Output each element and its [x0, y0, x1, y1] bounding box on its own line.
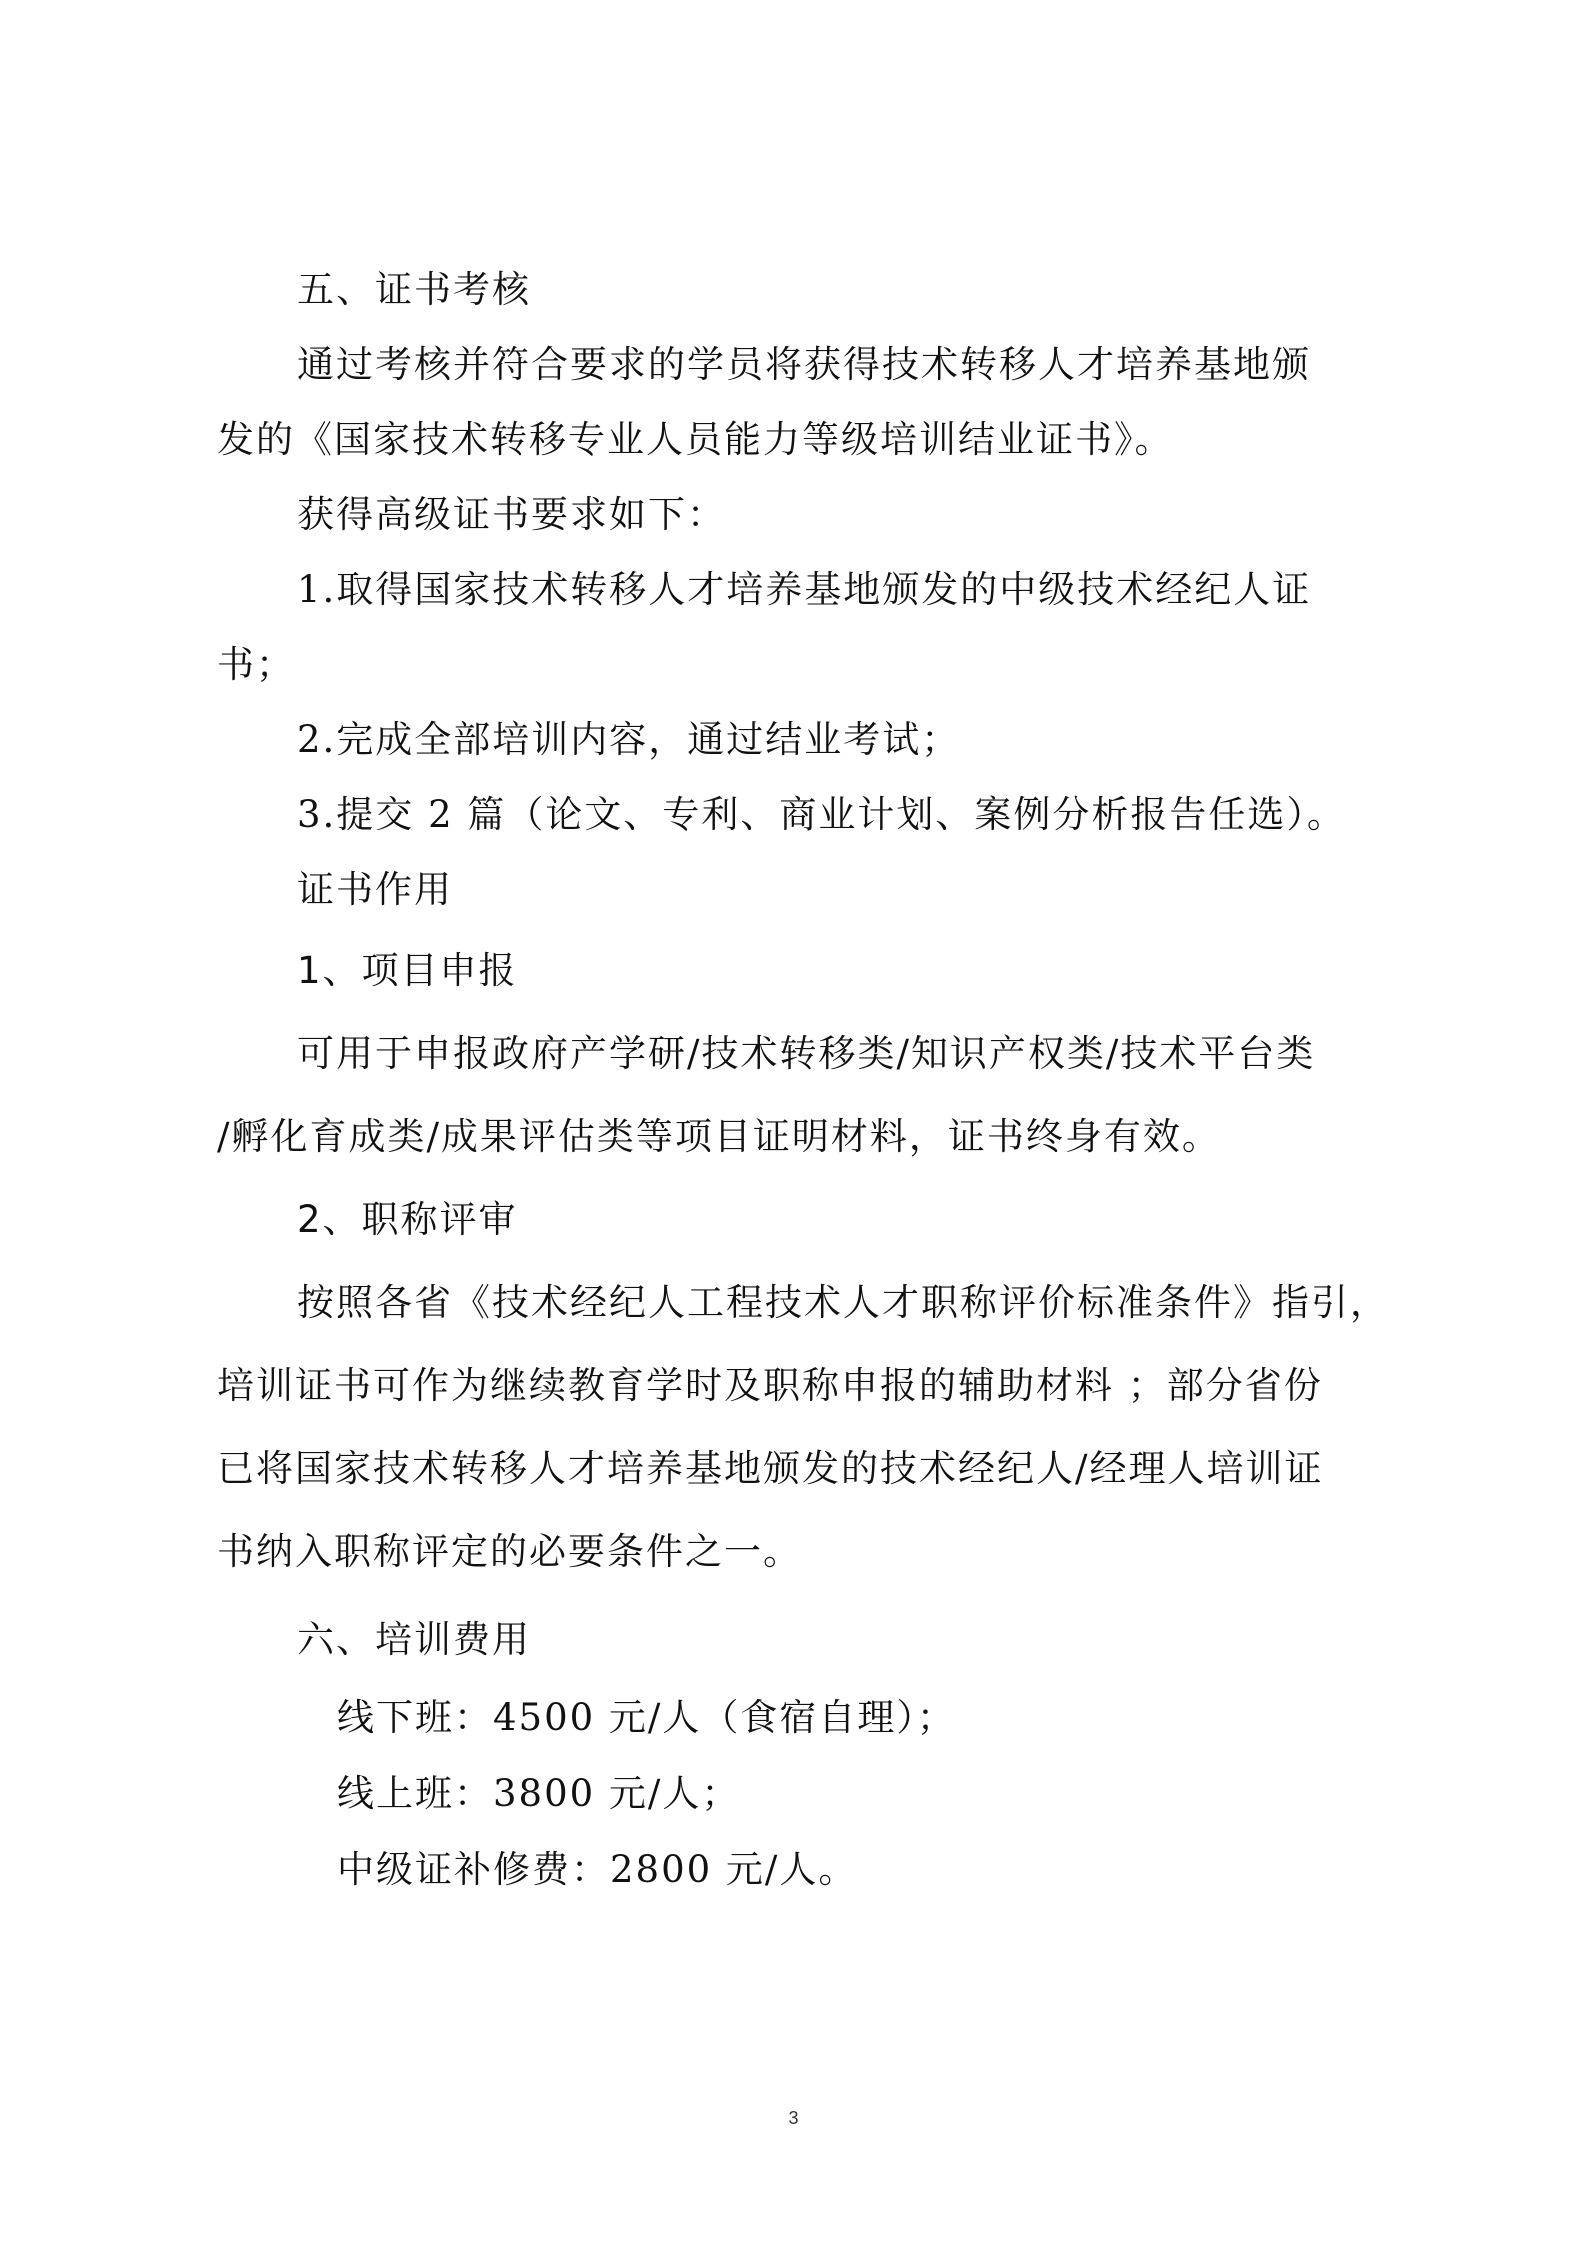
paragraph-line: 可用于申报政府产学研/技术转移类/知识产权类/技术平台类: [297, 1032, 1316, 1075]
section-heading-cert-use: 证书作用: [297, 868, 453, 911]
fee-offline: 线下班：4500 元/人（食宿自理）；: [337, 1696, 956, 1739]
subheading-project-application: 1、项目申报: [297, 949, 518, 992]
fee-online: 线上班：3800 元/人；: [337, 1772, 741, 1815]
paragraph-line: 通过考核并符合要求的学员将获得技术转移人才培养基地颁: [297, 343, 1311, 386]
requirement-2: 2.完成全部培训内容，通过结业考试；: [297, 718, 961, 761]
paragraph-line: 培训证书可作为继续教育学时及职称申报的辅助材料 ；部分省份: [217, 1364, 1323, 1407]
paragraph-line: 按照各省《技术经纪人工程技术人才职称评价标准条件》指引，: [297, 1281, 1389, 1324]
paragraph-line: 书纳入职称评定的必要条件之一。: [217, 1530, 802, 1573]
paragraph-line: /孵化育成类/成果评估类等项目证明材料，证书终身有效。: [217, 1115, 1221, 1158]
requirement-3: 3.提交 2 篇（论文、专利、商业计划、案例分析报告任选）。: [297, 793, 1346, 836]
subheading-title-evaluation: 2、职称评审: [297, 1198, 518, 1241]
section-heading-fees: 六、培训费用: [297, 1618, 531, 1661]
paragraph-line: 发的《国家技术转移专业人员能力等级培训结业证书》。: [217, 418, 1174, 461]
fee-makeup: 中级证补修费：2800 元/人。: [337, 1848, 858, 1891]
section-heading-cert-exam: 五、证书考核: [297, 268, 531, 311]
senior-cert-heading: 获得高级证书要求如下：: [297, 493, 726, 536]
requirement-1-line: 1.取得国家技术转移人才培养基地颁发的中级技术经纪人证: [297, 568, 1312, 611]
paragraph-line: 已将国家技术转移人才培养基地颁发的技术经纪人/经理人培训证: [217, 1447, 1324, 1490]
requirement-1-line: 书；: [217, 643, 295, 686]
page-number: 3: [788, 2108, 799, 2128]
